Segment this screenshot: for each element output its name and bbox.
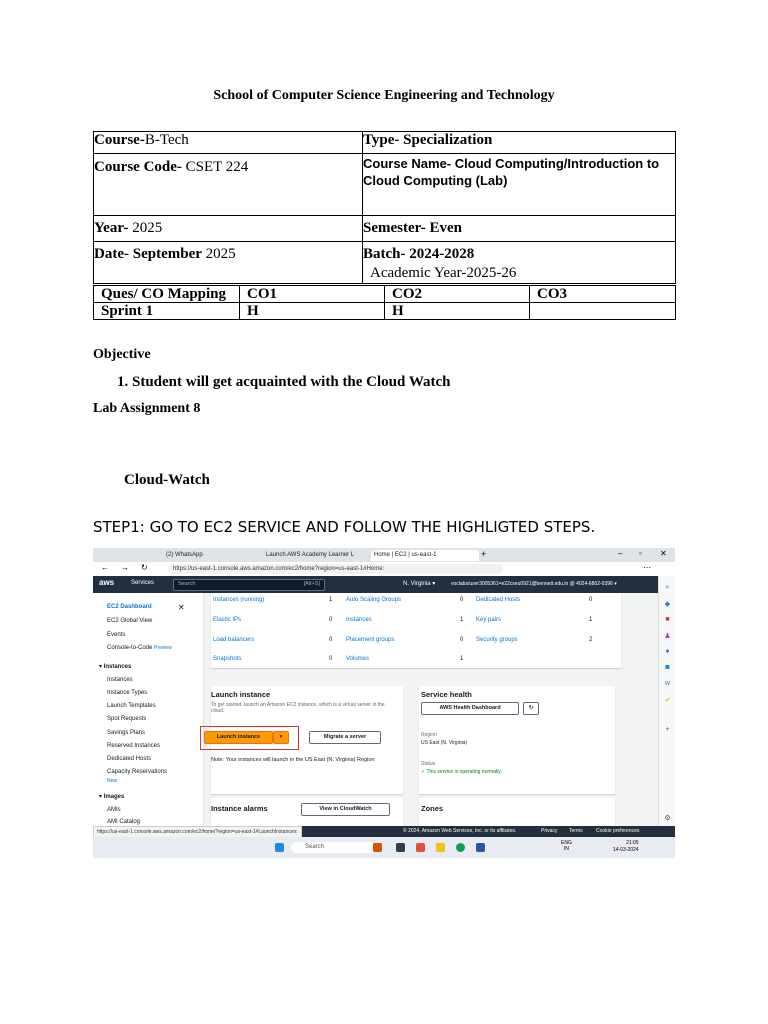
year-cell xyxy=(94,216,363,242)
launch-instance-button[interactable]: Launch instance xyxy=(204,731,273,744)
co2-value: H xyxy=(385,303,530,320)
view-in-cloudwatch-button[interactable]: View in CloudWatch xyxy=(301,803,390,816)
windows-taskbar xyxy=(93,837,675,858)
service-health-title: Service health xyxy=(421,690,472,699)
app-icon[interactable] xyxy=(416,843,425,852)
course-info-table xyxy=(93,131,676,284)
w-icon[interactable]: w xyxy=(664,680,671,687)
sidebar-item-launch-templates[interactable]: Launch Templates xyxy=(107,703,156,709)
co1-header: CO1 xyxy=(240,286,385,303)
region-value: US East (N. Virginia) xyxy=(421,740,468,746)
clock-time: 21:05 xyxy=(626,840,639,846)
course-label: Course- xyxy=(94,132,145,148)
batch-label: Batch- 2024-2028 xyxy=(363,246,475,262)
resource-count: 0 xyxy=(460,637,464,643)
app-icon[interactable] xyxy=(396,843,405,852)
date-value: 2025 xyxy=(201,246,236,262)
taskbar-search[interactable] xyxy=(291,842,375,853)
tab-label: (2) WhatsApp xyxy=(166,552,203,558)
sidebar-item-amis[interactable]: AMIs xyxy=(107,807,121,813)
region-label: Region xyxy=(421,732,437,738)
launch-instance-card xyxy=(211,686,403,794)
date-cell xyxy=(94,242,363,284)
address-bar xyxy=(93,562,675,577)
type-label: Type- Specialization xyxy=(363,132,493,148)
resource-count: 1 xyxy=(329,597,333,603)
topic-title: Cloud-Watch xyxy=(124,472,210,488)
minimize-icon[interactable]: – xyxy=(618,549,623,558)
sidebar-item-dedicated-hosts[interactable]: Dedicated Hosts xyxy=(107,756,152,762)
sidebar-item-label: Console-to-Code xyxy=(107,645,153,651)
new-badge: New xyxy=(107,778,118,784)
sidebar-item-instances[interactable]: Instances xyxy=(107,677,133,683)
step1-heading: STEP1: GO TO EC2 SERVICE AND FOLLOW THE HIGHLIGTED STEPS. xyxy=(93,518,596,536)
browser-icon[interactable] xyxy=(456,843,465,852)
school-title: School of Computer Science Engineering and Technology xyxy=(213,88,555,103)
aws-top-nav xyxy=(93,576,658,593)
restore-icon[interactable]: ▫ xyxy=(639,549,642,558)
hover-url: https://us-east-1.console.aws.amazon.com/ec2/home?region=us-east-1#LaunchInstances: xyxy=(93,826,302,839)
course-cell xyxy=(94,132,363,154)
resource-link[interactable]: Snapshots xyxy=(213,656,242,662)
cookie-preferences-link[interactable]: Cookie preferences xyxy=(596,828,640,834)
terms-link[interactable]: Terms xyxy=(569,828,583,834)
launch-instance-title: Launch instance xyxy=(211,690,271,699)
zones-card xyxy=(419,798,615,826)
resource-link[interactable]: Dedicated Hosts xyxy=(476,597,521,603)
privacy-link[interactable]: Privacy xyxy=(541,828,558,834)
course-name-label: Course Name- Cloud Computing/Introduction to Cloud Computing (Lab) xyxy=(363,156,660,188)
batch-cell xyxy=(363,242,676,284)
resource-count: 2 xyxy=(589,637,593,643)
launch-dropdown-icon[interactable]: ▾ xyxy=(273,731,289,744)
co2-header: CO2 xyxy=(385,286,530,303)
settings-icon[interactable]: ⚙ xyxy=(664,815,671,822)
search-icon[interactable]: ⌕ xyxy=(665,584,670,591)
semester-label: Semester- Even xyxy=(363,220,462,236)
browser-tab-bar xyxy=(93,548,675,562)
sidebar-section-images[interactable]: ▾ Images xyxy=(99,794,125,800)
resource-count: 1 xyxy=(589,617,593,623)
games-icon[interactable]: ♟ xyxy=(664,633,671,640)
clock-date: 14-03-2024 xyxy=(613,847,639,853)
sidebar-section-instances[interactable]: ▾ Instances xyxy=(99,664,132,670)
account-menu[interactable]: voclabs/user3005361=e22cseu0921@bennett.edu.in @ 4024-6802-0396 ▾ xyxy=(451,581,617,587)
reload-icon[interactable]: ↻ xyxy=(141,563,148,572)
ec2-main-content xyxy=(211,593,651,826)
lang-primary: ENG xyxy=(561,840,572,846)
close-sidebar-icon[interactable]: ✕ xyxy=(178,603,185,612)
sidebar-item-global-view[interactable]: EC2 Global View xyxy=(107,618,153,624)
tab-whatsapp[interactable] xyxy=(163,550,266,561)
clock[interactable] xyxy=(613,840,639,854)
year-label: Year- xyxy=(94,220,129,236)
resource-link[interactable]: Load balancers xyxy=(213,637,255,643)
resource-link[interactable]: Placement groups xyxy=(346,637,395,643)
resource-link[interactable]: Security groups xyxy=(476,637,518,643)
co1-value: H xyxy=(240,303,385,320)
course-code-cell xyxy=(94,154,363,216)
status-value: ✓ This service is operating normally. xyxy=(421,769,502,775)
sidebar-item-reserved[interactable]: Reserved Instances xyxy=(107,743,161,749)
tab-ec2-home[interactable] xyxy=(371,550,479,561)
region-selector[interactable]: N. Virginia ▾ xyxy=(403,581,436,587)
resource-count: 1 xyxy=(460,617,464,623)
refresh-icon[interactable]: ↻ xyxy=(523,702,539,715)
more-options-icon[interactable]: ⋯ xyxy=(643,563,651,572)
aws-logo-icon[interactable]: aws xyxy=(99,578,115,587)
resource-count: 0 xyxy=(329,617,333,623)
check-icon[interactable]: ✔ xyxy=(664,697,671,704)
resource-link[interactable]: Auto Scaling Groups xyxy=(346,597,402,603)
sidebar-item-spot-requests[interactable]: Spot Requests xyxy=(107,716,147,722)
instance-alarms-card xyxy=(211,798,403,826)
year-value: 2025 xyxy=(128,220,163,236)
lab-assignment-title: Lab Assignment 8 xyxy=(93,401,201,416)
status-label: Status xyxy=(421,761,436,767)
sidebar-item-instance-types[interactable]: Instance Types xyxy=(107,690,148,696)
course-code-label: Course Code- xyxy=(94,159,182,175)
health-dashboard-button[interactable]: AWS Health Dashboard xyxy=(421,702,519,715)
ec2-console-screenshot xyxy=(93,548,675,858)
sidebar-item-capacity[interactable]: Capacity Reservations xyxy=(107,769,168,775)
word-icon[interactable] xyxy=(476,843,485,852)
forward-icon[interactable]: → xyxy=(121,563,129,572)
windows-start-icon[interactable] xyxy=(275,843,284,852)
tag-icon[interactable]: ◆ xyxy=(664,601,671,608)
sidebar-item-ec2-dashboard[interactable]: EC2 Dashboard xyxy=(107,604,152,610)
type-cell xyxy=(363,132,676,154)
circle-icon[interactable]: ● xyxy=(665,648,670,655)
console-search-input[interactable] xyxy=(173,579,325,591)
language-indicator[interactable] xyxy=(561,840,572,852)
sidebar-item-events[interactable]: Events xyxy=(107,632,126,638)
resource-count: 0 xyxy=(329,637,333,643)
resource-link[interactable]: Elastic IPs xyxy=(213,617,242,623)
tab-label: Launch AWS Academy Learner L xyxy=(266,552,355,558)
service-health-card xyxy=(419,686,615,794)
co-mapping-table xyxy=(93,285,676,320)
launch-instance-desc: To get started, launch an Amazon EC2 instance, which is a virtual server in the cloud. xyxy=(211,702,385,714)
resource-count: 1 xyxy=(460,656,464,662)
taskbar-search-label: Search xyxy=(305,844,325,850)
add-icon[interactable]: + xyxy=(665,726,670,733)
resource-link[interactable]: Instances (running) xyxy=(213,597,265,603)
lang-secondary: IN xyxy=(563,846,569,852)
launch-region-note: Note: Your instances will launch in the US East (N. Virginia) Region xyxy=(211,757,375,763)
resources-card xyxy=(211,593,621,668)
briefcase-icon[interactable]: ■ xyxy=(665,616,670,623)
resource-count: 0 xyxy=(329,656,333,662)
course-name-cell xyxy=(363,154,676,216)
mapping-header: Ques/ CO Mapping xyxy=(94,286,240,303)
close-window-icon[interactable]: ✕ xyxy=(660,549,667,558)
sidebar-item-savings-plans[interactable]: Savings Plans xyxy=(107,730,146,736)
instance-alarms-title: Instance alarms xyxy=(211,804,268,813)
app-icon[interactable] xyxy=(373,843,382,852)
file-explorer-icon[interactable] xyxy=(436,843,445,852)
semester-cell xyxy=(363,216,676,242)
new-tab-icon[interactable]: + xyxy=(481,549,487,559)
sidebar-item-console-to-code[interactable] xyxy=(107,645,172,651)
search-shortcut: [Alt+S] xyxy=(303,581,320,587)
co3-value xyxy=(530,303,676,320)
sidebar-item-ami-catalog[interactable]: AMI Catalog xyxy=(107,819,141,825)
academic-year: Academic Year-2025-26 xyxy=(370,265,517,281)
course-code-value: CSET 224 xyxy=(181,159,249,175)
date-label: Date- September xyxy=(94,246,202,262)
copyright-text: © 2024, Amazon Web Services, Inc. or its affiliates. xyxy=(403,828,517,834)
resource-link[interactable]: Instances xyxy=(346,617,372,623)
resource-count: 0 xyxy=(460,597,464,603)
zones-title: Zones xyxy=(421,804,444,813)
status-text: This service is operating normally. xyxy=(426,769,502,775)
outlook-icon[interactable]: ◙ xyxy=(665,664,670,671)
services-menu[interactable]: Services xyxy=(131,580,155,586)
back-icon[interactable]: ← xyxy=(101,563,109,572)
preview-badge: Preview xyxy=(154,645,172,651)
ec2-sidebar xyxy=(93,593,204,826)
co3-header: CO3 xyxy=(530,286,676,303)
tab-aws-academy[interactable] xyxy=(263,550,371,561)
course-value: B-Tech xyxy=(144,132,189,148)
resource-link[interactable]: Volumes xyxy=(346,656,370,662)
resource-count: 0 xyxy=(589,597,593,603)
tab-label: Home | EC2 | us-east-1 xyxy=(374,552,437,558)
objective-item: 1. Student will get acquainted with the Cloud Watch xyxy=(117,374,451,390)
resource-link[interactable]: Key pairs xyxy=(476,617,502,623)
url-field[interactable]: https://us-east-1.console.aws.amazon.com/ec2/home?region=us-east-1#Home: xyxy=(168,564,503,574)
sprint-label: Sprint 1 xyxy=(94,303,240,320)
objective-heading: Objective xyxy=(93,347,151,362)
search-placeholder: Search xyxy=(178,581,196,587)
browser-sidebar xyxy=(658,576,675,826)
migrate-server-button[interactable]: Migrate a server xyxy=(309,731,381,744)
